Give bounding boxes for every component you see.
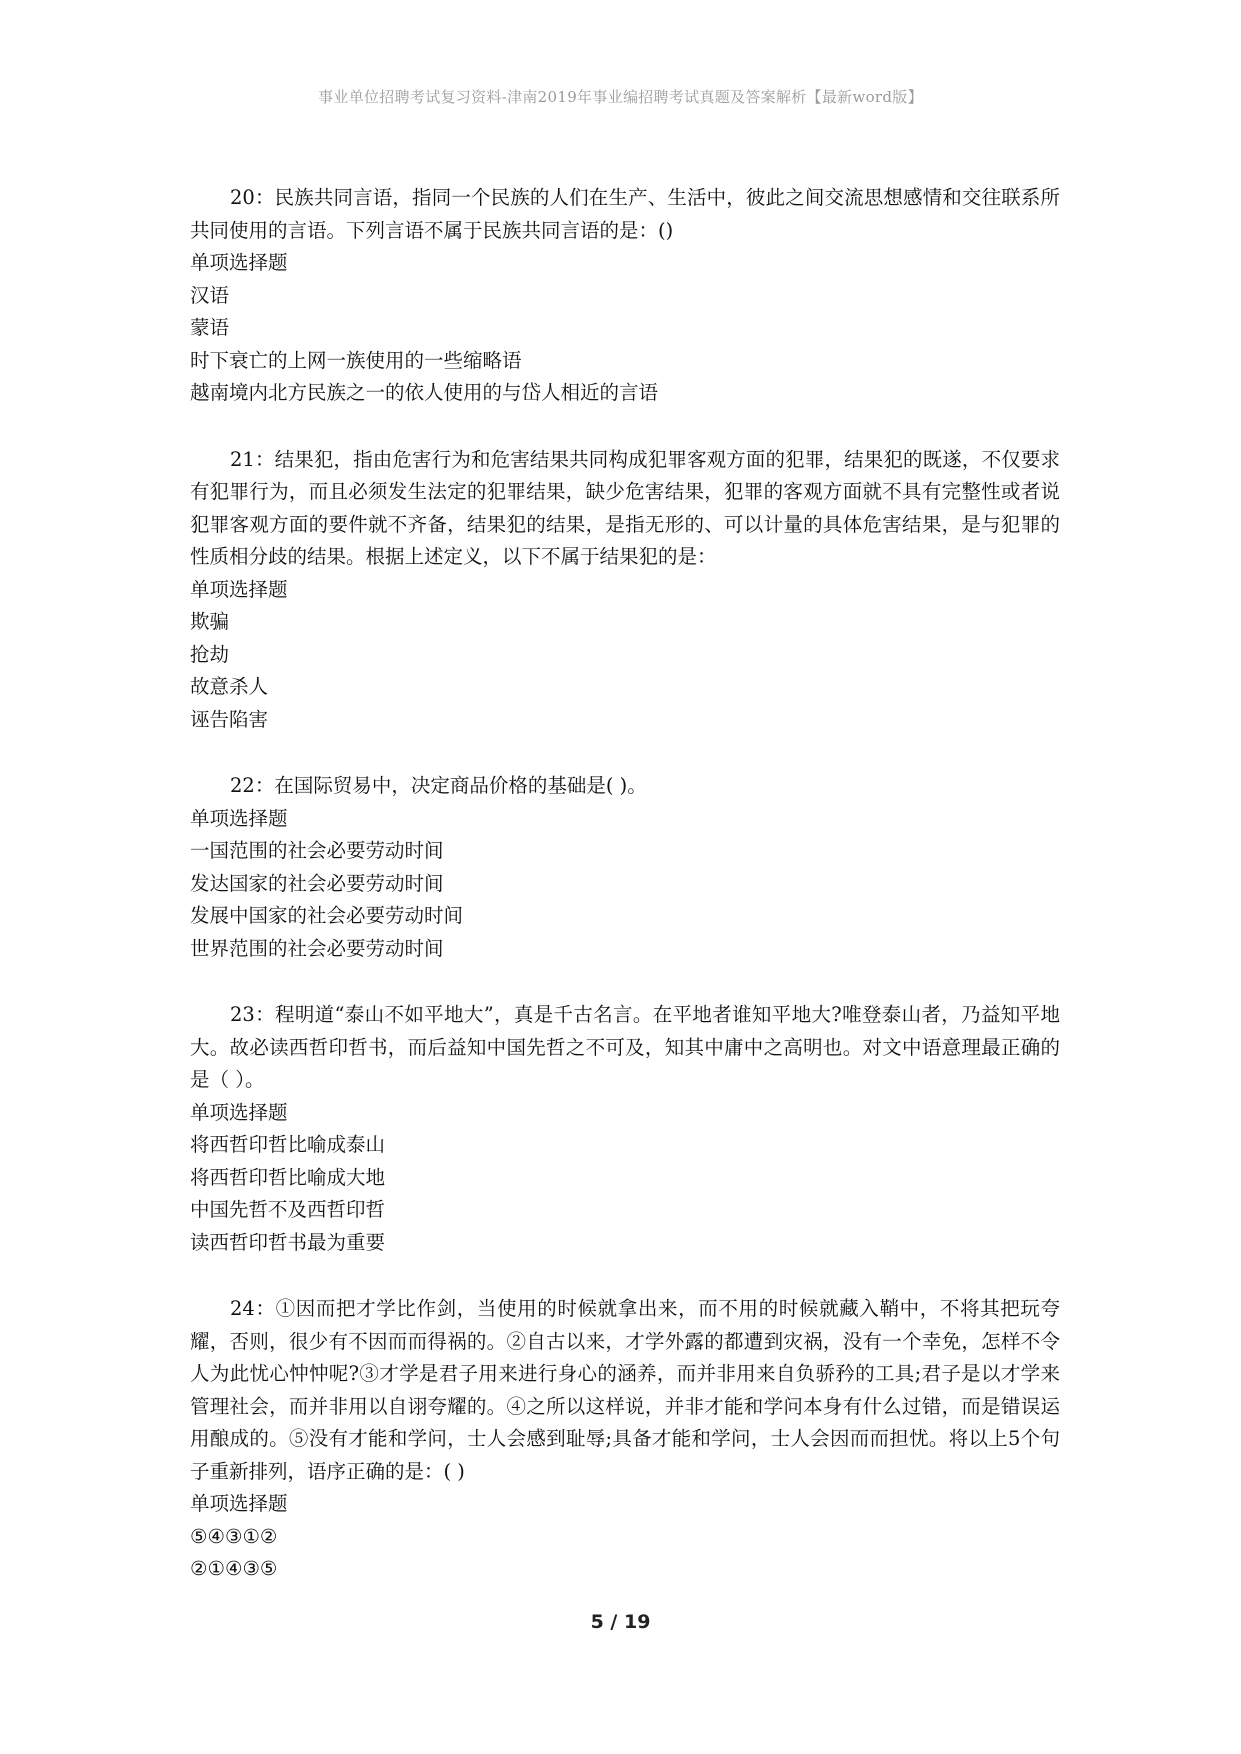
question-stem: 22：在国际贸易中，决定商品价格的基础是( )。: [230, 774, 647, 797]
page-header: 事业单位招聘考试复习资料-津南2019年事业编招聘考试真题及答案解析【最新word版】: [318, 88, 923, 106]
option: ②①④③⑤: [190, 1557, 278, 1580]
question-type: 单项选择题: [190, 1100, 288, 1124]
option: 蒙语: [190, 316, 230, 339]
question-24: [190, 1293, 1060, 1586]
option: 一国范围的社会必要劳动时间: [190, 839, 444, 862]
option: ⑤④③①②: [190, 1524, 278, 1548]
question-stem: 24：①因而把才学比作剑，当使用的时候就拿出来，而不用的时候就藏入鞘中，不将其把玩夸耀，否则，很少有不因而而得祸的。②自古以来，才学外露的都遭到灾祸，没有一个幸免，怎样不令人为此忧心忡忡呢?③才学是君子用来进行身心的涵养，而并非用来自负骄矜的工具;君子是以才学来管理社会，而并非用以自诩夸耀的。④之所以这样说，并非才能和学问本身有什么过错，而是错误运用酿成的。⑤没有才能和学问，士人会感到耻辱;具备才能和学问，士人会因而而担忧。将以上5个句子重新排列，语序正确的是：( ): [190, 1297, 1060, 1483]
question-20: [190, 182, 1060, 410]
option: 欺骗: [190, 610, 230, 633]
option: 将西哲印哲比喻成泰山: [190, 1133, 386, 1156]
page-number: 5 / 19: [590, 1611, 651, 1633]
option: 故意杀人: [190, 675, 269, 698]
question-type: 单项选择题: [190, 577, 288, 601]
question-type: 单项选择题: [190, 1492, 288, 1515]
option: 发达国家的社会必要劳动时间: [190, 871, 444, 895]
question-23: [190, 999, 1060, 1259]
option: 时下衰亡的上网一族使用的一些缩略语: [190, 348, 522, 372]
option: 诬告陷害: [190, 707, 269, 731]
question-stem: 21：结果犯，指由危害行为和危害结果共同构成犯罪客观方面的犯罪，结果犯的既遂，不仅要求有犯罪行为，而且必须发生法定的犯罪结果，缺少危害结果，犯罪的客观方面就不具有完整性或者说犯罪客观方面的要件就不齐备，结果犯的结果，是指无形的、可以计量的具体危害结果，是与犯罪的性质相分歧的结果。根据上述定义，以下不属于结果犯的是：: [190, 447, 1060, 568]
question-21: [190, 444, 1060, 737]
option: 世界范围的社会必要劳动时间: [190, 936, 444, 960]
option: 发展中国家的社会必要劳动时间: [190, 904, 464, 927]
option: 越南境内北方民族之一的依人使用的与岱人相近的言语: [190, 381, 659, 404]
question-type: 单项选择题: [190, 806, 288, 830]
document-body: [190, 182, 1060, 1620]
question-22: [190, 770, 1060, 965]
question-stem: 20：民族共同言语，指同一个民族的人们在生产、生活中，彼此之间交流思想感情和交往联系所共同使用的言语。下列言语不属于民族共同言语的是：(): [190, 186, 1060, 242]
option: 抢劫: [190, 642, 230, 666]
option: 中国先哲不及西哲印哲: [190, 1198, 386, 1221]
option: 汉语: [190, 283, 230, 307]
question-type: 单项选择题: [190, 251, 288, 274]
option: 将西哲印哲比喻成大地: [190, 1165, 386, 1189]
option: 读西哲印哲书最为重要: [190, 1230, 386, 1254]
question-stem: 23：程明道“泰山不如平地大”，真是千古名言。在平地者谁知平地大?唯登泰山者，乃益知平地大。故必读西哲印哲书，而后益知中国先哲之不可及，知其中庸中之高明也。对文中语意理最正确的是（ ）。: [190, 1003, 1060, 1091]
